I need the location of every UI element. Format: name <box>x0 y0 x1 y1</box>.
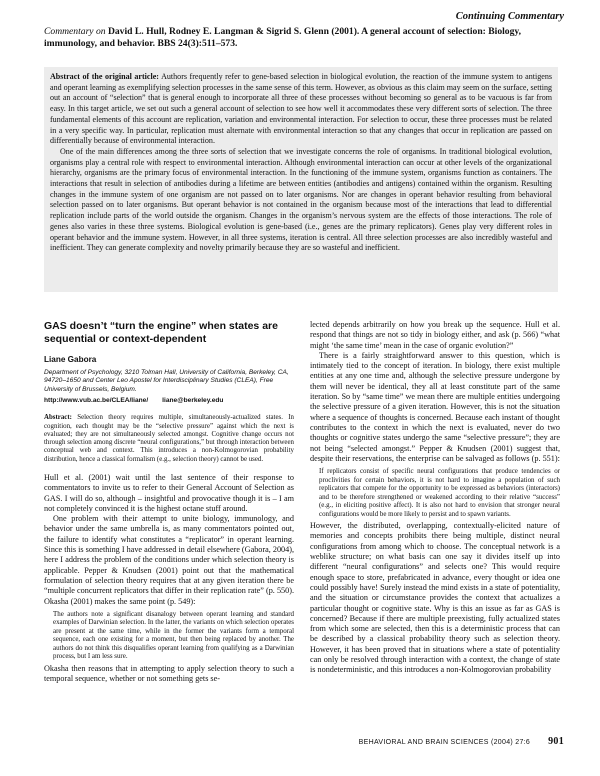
body-paragraph: Hull et al. (2001) wait until the last sentence of their response to commentators to invite us to refer to their General Account of Selection as GAS. I will do so, although – insightful and provocative though it is – I am not completely convinced it is the highest octane stuff around. <box>44 473 294 513</box>
left-body-text <box>44 473 294 684</box>
original-abstract-label: Abstract of the original article: <box>50 72 159 81</box>
commentary-author: Liane Gabora <box>44 355 97 364</box>
commentary-on-citation <box>44 26 564 50</box>
journal-footer: BEHAVIORAL AND BRAIN SCIENCES (2004) 27:6 <box>358 739 531 746</box>
author-contact <box>44 397 294 404</box>
commentary-abstract-label: Abstract: <box>44 414 72 422</box>
left-column <box>44 320 294 684</box>
original-abstract-paragraph-2: One of the main differences among the three sorts of selection that we investigate concerns the role of organisms. In traditional biological evolution, organisms play a central role with respect to environmental interaction. Although environmental interaction can occur at other levels of the organizational hierarchy, organisms are the primary focus of environmental interaction. In the functioning of the immune system, organisms function as containers. The interactions that result in selection of antibodies during a lifetime are between entities (antibodies and antigens) contained within the organism. Resulting changes in the immune system of one organism are not passed on to later organisms. Nor are changes in operant behavior resulting from behavioral selection passed on to later organisms. But operant behavior is not contained in the organism because most of the interactions that lead to differential replication include parts of the world outside the organism. Changes in the organism’s nervous system are the effects of those interactions. The role of genes also varies in these three systems. Biological evolution is gene-based (i.e., genes are the primary replicators). Genes play very different roles in operant behavior and the immune system. However, in all three systems, iteration is central. All three selection processes are also incredibly wasteful and inefficient. They can generate complexity and novelty primarily because they are so wasteful and inefficient. <box>50 146 552 253</box>
block-quote: If replicators consist of specific neural configurations that produce tendencies or proclivities for certain behaviors, it is not hard to imagine a population of such replicators that compete for the opportunity to be expressed as behaviors (interactors) and to be therefore strengthened or weakened according to their relative “success” (e.g., in eliciting positive affect). It is also not hard to envision that stronger neural configurations would be more likely to persist and to spawn variants. <box>319 467 560 518</box>
commentary-abstract <box>44 414 294 464</box>
right-body-text <box>310 320 560 676</box>
original-abstract-box <box>44 67 558 292</box>
author-url-link[interactable]: http://www.vub.ac.be/CLEA/liane/ <box>44 397 149 405</box>
commentary-on-prefix: Commentary on <box>44 26 108 37</box>
running-head: Continuing Commentary <box>455 11 564 22</box>
body-paragraph: lected depends arbitrarily on how you break up the sequence. Hull et al. respond that things are not so tidy in biology either, and ask (p. 566) “what might ‘the same time’ mean in the case of organic evolution?” <box>310 320 560 350</box>
author-email-link[interactable]: liane@berkeley.edu <box>162 397 224 405</box>
commentary-abstract-text: Selection theory requires multiple, simultaneously-actualized states. In cognition, each thought may be the “selective pressure” against which the next is evaluated; they are not simultaneously selected amongst. Cognitive change occurs not through selection among discrete “neural configurations,” but through interaction between conceptual web and context. This introduces a non-Kolmogorovian probability distribution, hence a classical formalism (e.g., selection theory) cannot be used. <box>44 414 294 463</box>
commentary-title: GAS doesn’t “turn the engine” when states are sequential or context-dependent <box>44 320 278 345</box>
original-abstract-paragraph-1 <box>50 72 552 147</box>
page-number: 901 <box>548 736 564 747</box>
target-article-citation: David L. Hull, Rodney E. Langman & Sigrid S. Glenn (2001). A general account of selection: Biology, immunology, and behavior. BBS 24(3):511–573. <box>44 26 522 49</box>
body-paragraph: However, the distributed, overlapping, contextually-elicited nature of memories and concepts prohibits there being multiple, distinct neural configurations from among which to choose. The conceptual network is a weblike structure; on what basis can one say it divides itself up into different “neural configurations” and selects one? This would require enough space to store, prefabricated in advance, every thought or idea one could possibly have! Surely instead the mind exists in a state of potentiality, and the situation or circumstance provides the context that actualizes a particular thought or cognitive state. Why is this an issue as far as GAS is concerned? Because if there are multiple preexisting, fully actualized states from which some are selected, then this is a deterministic process that can be described by a classical probability theory such as selection theory. However, it has been proved that in situations where a state of potentiality can only be resolved through interaction with a context, the change of state is nondeterministic, and this introduces a non-Kolmogorovian probability <box>310 521 560 675</box>
right-column <box>310 320 560 676</box>
body-paragraph: One problem with their attempt to unite biology, immunology, and behavior under the same umbrella is, as many commentators pointed out, the failure to identify what constitutes a “replicator” in operant learning. Since this is something I have addressed in detail elsewhere (Gabora, 2004), here I address the problem of the conditions under which selection theory is applicable. Pepper & Knudsen (2001) point out that the mathematical formulation of selection theory requires that at any given iteration there be “multiple concurrent replicators that differ in their replication rate” (p. 550). Okasha (2001) makes the same point (p. 549): <box>44 514 294 606</box>
block-quote: The authors note a significant disanalogy between operant learning and standard examples of Darwinian selection. In the latter, the variants on which selection operates are present at the same time, while in the former the variants form a temporal sequence, each one existing for a moment, but then being replaced by another. The authors do not think this disqualifies operant learning from qualifying as a Darwinian process, but I am less sure. <box>53 609 294 661</box>
page-footer <box>359 736 564 747</box>
body-paragraph: There is a fairly straightforward answer to this question, which is intimately tied to the concept of iteration. In biology, there exist multiple entities at any one time and, although the selective pressure undergone by them will never be identical, they all at least constitute part of the same iteration. So by “same time” we mean there are multiple entities undergoing the selective pressure of a given iteration. However, this is not the situation where a sequence of thoughts is concerned. Because each instant of thought contributes to the context in which the next is evaluated, never do two thoughts or cognitive states undergo the same “selective pressure”; they are not being “selected amongst.” Pepper & Knudsen (2001) suggest that, despite their reservations, the enterprise can be salvaged as follows (p. 551): <box>310 350 560 463</box>
author-affiliation: Department of Psychology, 3210 Tolman Hall, University of California, Berkeley, CA, 94720–1650 and Center Leo Apostel for Interdisciplinary Studies (CLEA), Free University of Brussels, Belgium. <box>44 369 289 393</box>
body-paragraph: Okasha then reasons that in attempting to apply selection theory to such a temporal sequence, whether or not something gets se- <box>44 663 294 684</box>
original-abstract-text-1: Authors frequently refer to gene-based selection in biological evolution, the reaction of the immune system to antigens and operant learning as exemplifying selection processes in the same sense of this term. However, as obvious as this claim may seem on the surface, setting out an account of “selection” that is general enough to incorporate all three of these processes without becoming so general as to be vacuous is far from easy. In this target article, we set out such a general account of selection to see how well it accommodates these very different sorts of selection. The three fundamental elements of this account are replication, variation and environmental interaction. For selection to occur, these three processes must be related in a very specific way. In particular, replication must alternate with environmental interaction so that any changes that occur in replication are passed on differentially because of environmental interaction. <box>50 72 552 146</box>
